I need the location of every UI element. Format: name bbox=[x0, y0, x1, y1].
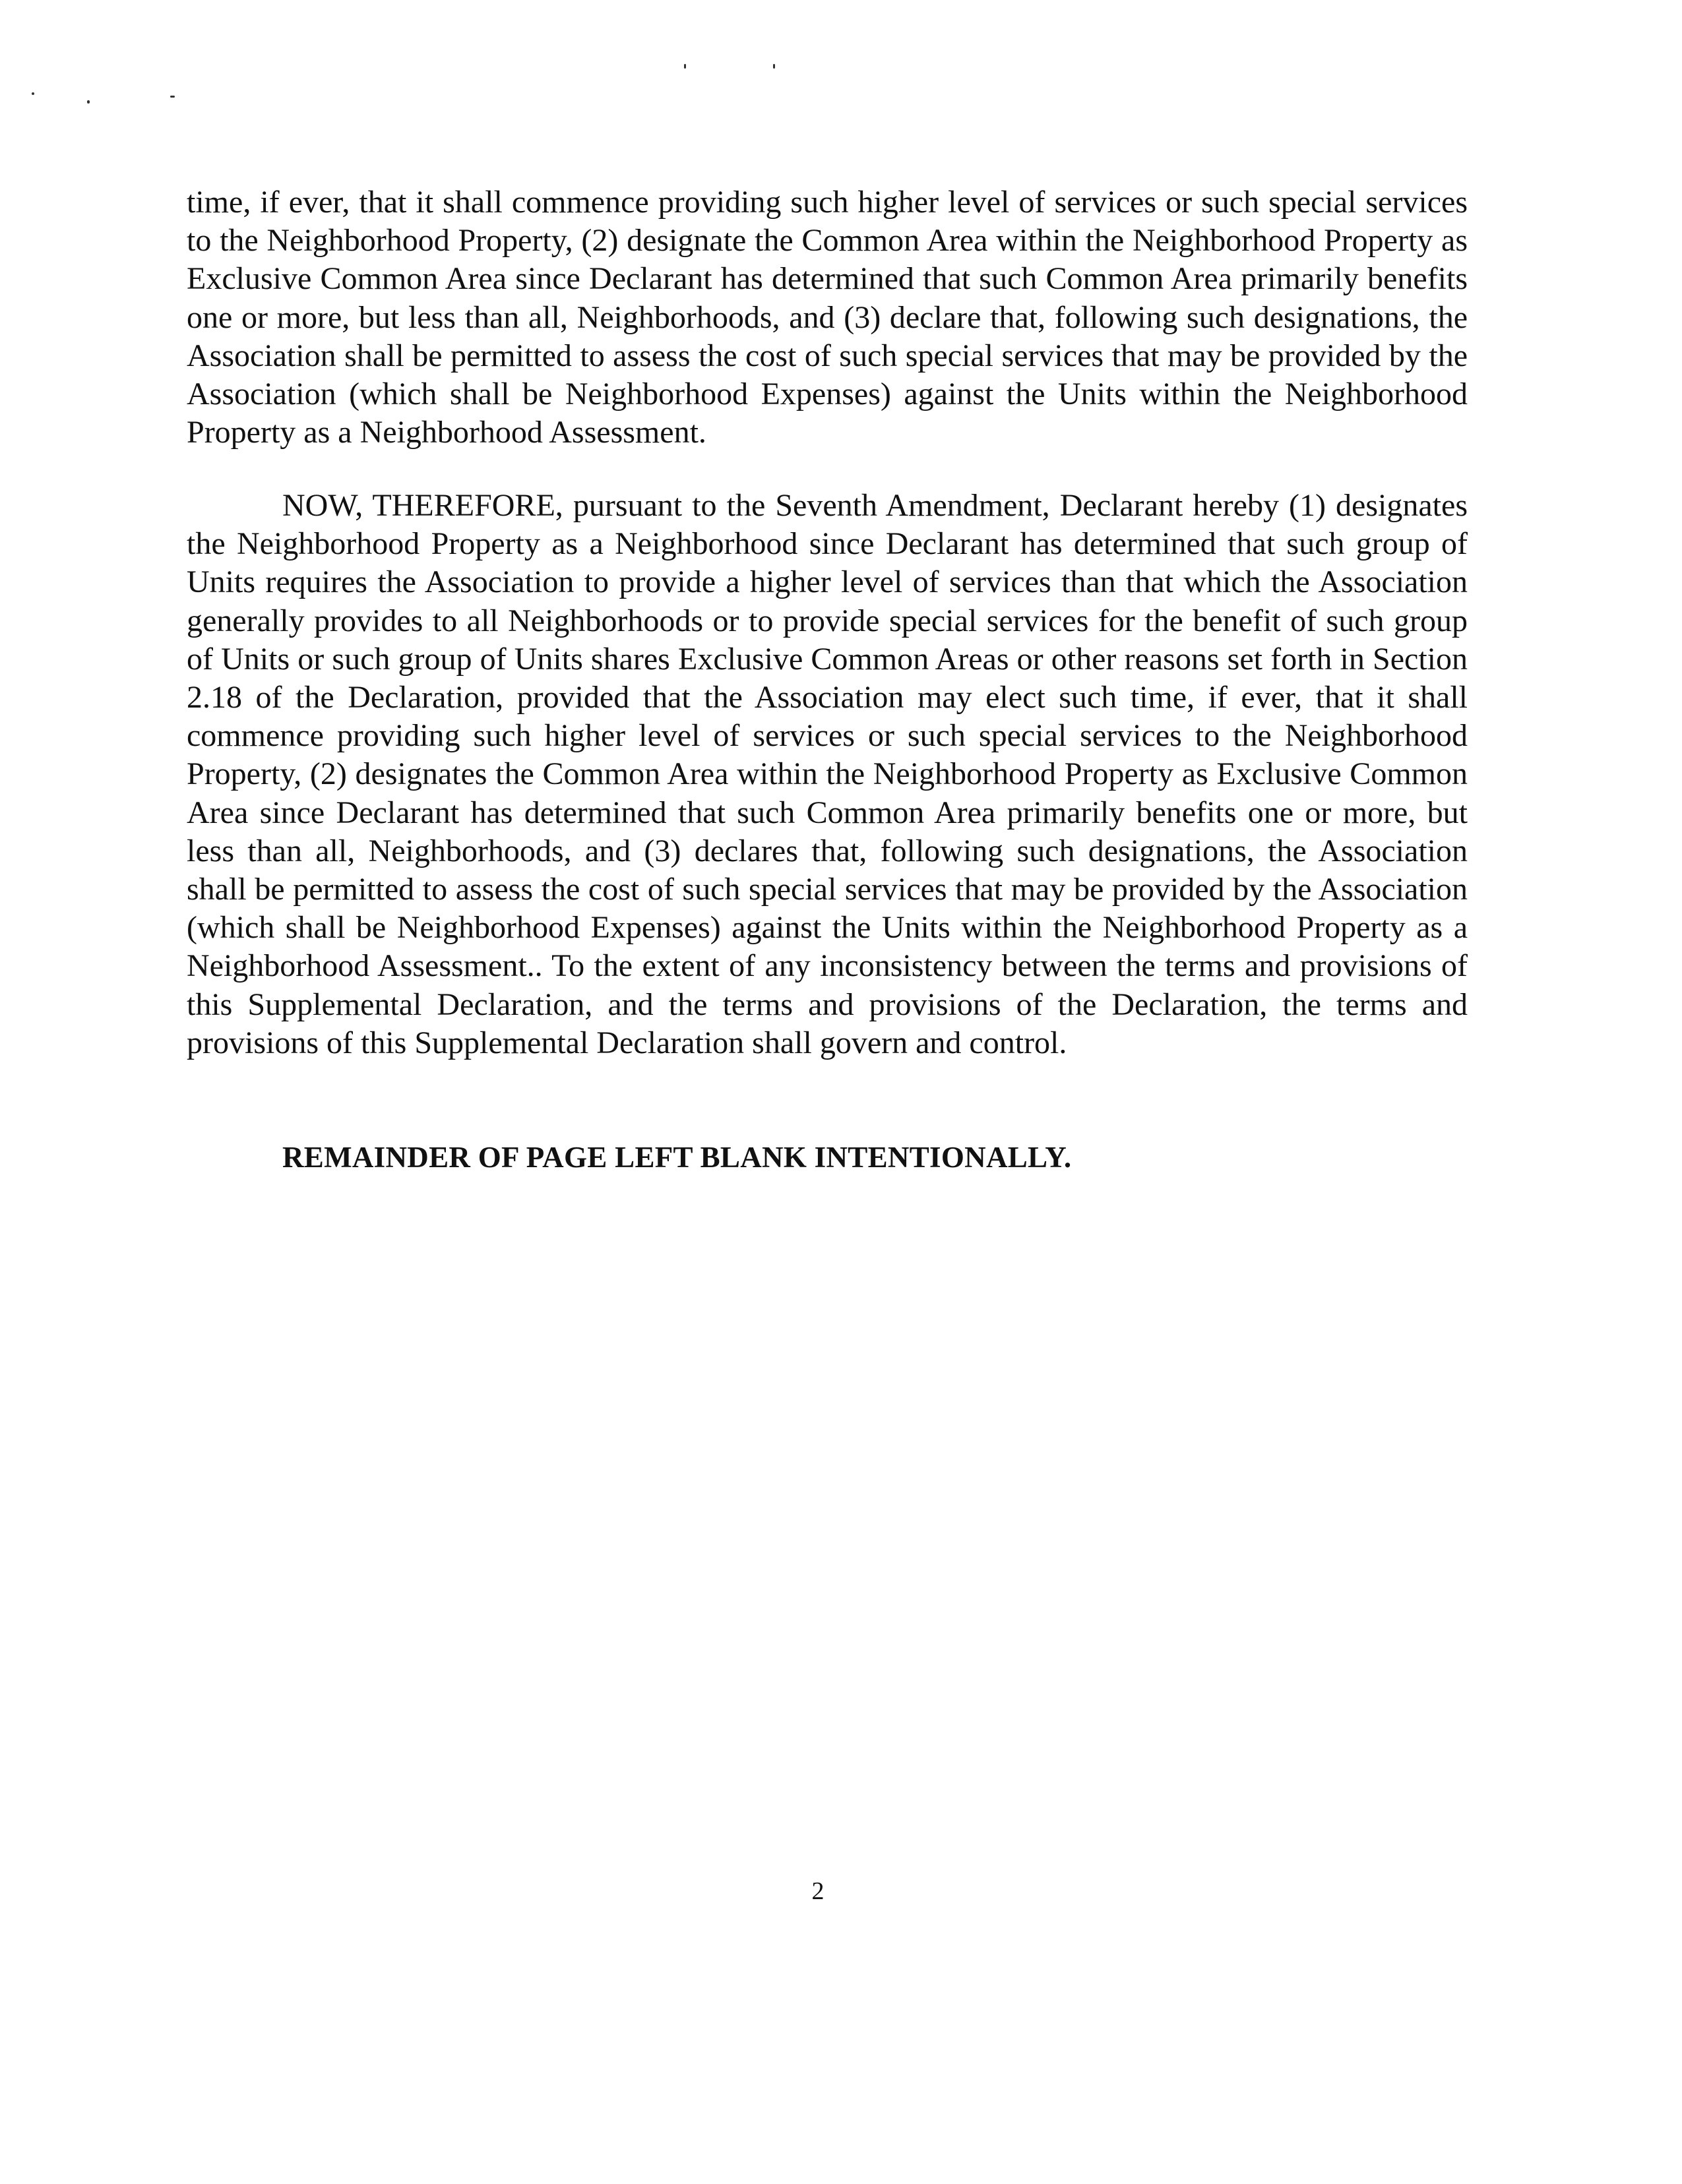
scan-artifact bbox=[87, 100, 90, 104]
scan-artifact bbox=[170, 96, 175, 98]
body-paragraph: time, if ever, that it shall commence providing such higher level of services or such special services to the Neighborhood Property, (2) designate the Common Area within the Neighborhood Property as Exclusive Common Area since Declarant has determined that such Common Area primarily benefits one or more, but less than all, Neighborhoods, and (3) declare that, following such designations, the Association shall be permitted to assess the cost of such special services that may be provided by the Association (which shall be Neighborhood Expenses) against the Units within the Neighborhood Property as a Neighborhood Assessment. bbox=[187, 185, 1468, 450]
scan-artifact bbox=[32, 92, 34, 95]
body-paragraph: NOW, THEREFORE, pursuant to the Seventh Amendment, Declarant hereby (1) designates the Neighborhood Property as a Neighborhood since Declarant has determined that such group of Units requires the Association to provide a higher level of services than that which the Association generally provides to all Neighborhoods or to provide special services for the benefit of such group of Units or such group of Units shares Exclusive Common Areas or other reasons set forth in Section 2.18 of the Declaration, provided that the Association may elect such time, if ever, that it shall commence providing such higher level of services or such special services to the Neighborhood Property, (2) designates the Common Area within the Neighborhood Property as Exclusive Common Area since Declarant has determined that such Common Area primarily benefits one or more, but less than all, Neighborhoods, and (3) declares that, following such designations, the Association shall be permitted to assess the cost of such special services that may be provided by the Association (which shall be Neighborhood Expenses) against the Units within the Neighborhood Property as a Neighborhood Assessment.. To the extent of any inconsistency between the terms and provisions of this Supplemental Declaration, and the terms and provisions of the Declaration, the terms and provisions of this Supplemental Declaration shall govern and control. bbox=[187, 488, 1468, 1060]
scan-artifact bbox=[773, 64, 775, 69]
scan-artifact bbox=[684, 64, 686, 69]
page-number: 2 bbox=[811, 1877, 825, 1905]
remainder-notice: REMAINDER OF PAGE LEFT BLANK INTENTIONALLY. bbox=[282, 1141, 1072, 1174]
